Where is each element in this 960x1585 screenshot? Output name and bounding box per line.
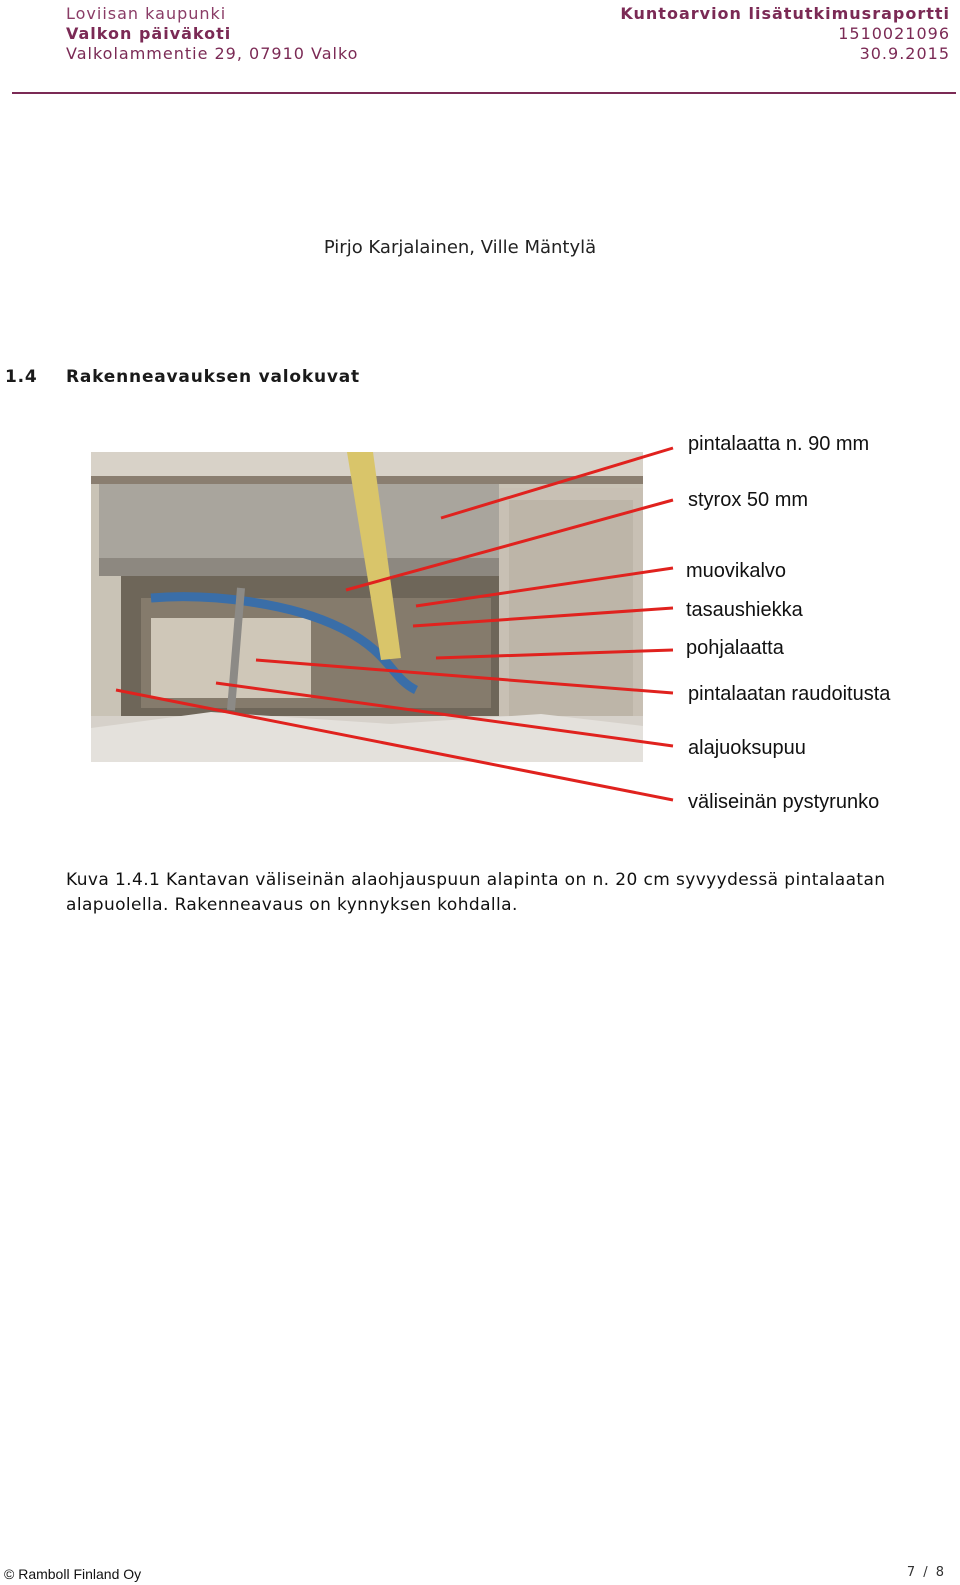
- label-tasaushiekka: tasaushiekka: [686, 599, 803, 621]
- header-divider: [12, 92, 956, 94]
- annotation-labels: [686, 433, 891, 813]
- report-title: Kuntoarvion lisätutkimusraportti: [620, 4, 950, 23]
- label-muovikalvo: muovikalvo: [686, 560, 787, 582]
- section-heading: [5, 367, 360, 387]
- page-number: 7 / 8: [906, 1565, 946, 1580]
- header-city: Loviisan kaupunki: [66, 4, 227, 23]
- section-number: 1.4: [5, 367, 38, 387]
- header-address: Valkolammentie 29, 07910 Valko: [66, 44, 359, 63]
- section-title: Rakenneavauksen valokuvat: [66, 367, 360, 387]
- label-pohjalaatta: pohjalaatta: [686, 637, 784, 659]
- footer-copyright: © Ramboll Finland Oy: [4, 1566, 142, 1582]
- header-building: Valkon päiväkoti: [66, 24, 232, 43]
- label-styrox: styrox 50 mm: [688, 489, 809, 511]
- label-pintalaatta: pintalaatta n. 90 mm: [688, 433, 870, 455]
- label-pystyrunko: väliseinän pystyrunko: [688, 791, 880, 813]
- authors: Pirjo Karjalainen, Ville Mäntylä: [323, 237, 597, 258]
- label-alajuoksupuu: alajuoksupuu: [688, 737, 806, 759]
- header-left: [66, 4, 358, 64]
- figure-caption: Kuva 1.4.1 Kantavan väliseinän alaohjauspuun alapinta on n. 20 cm syvyydessä pintalaatan alapuolella. Rakenneavaus on kynnyksen kohdalla.: [66, 870, 886, 915]
- header-right: [620, 4, 950, 64]
- structure-photo: [91, 452, 643, 762]
- label-raudoitus: pintalaatan raudoitusta: [688, 683, 891, 705]
- project-number: 1510021096: [838, 24, 950, 43]
- annotated-photo: [91, 428, 921, 828]
- report-date: 30.9.2015: [859, 44, 950, 63]
